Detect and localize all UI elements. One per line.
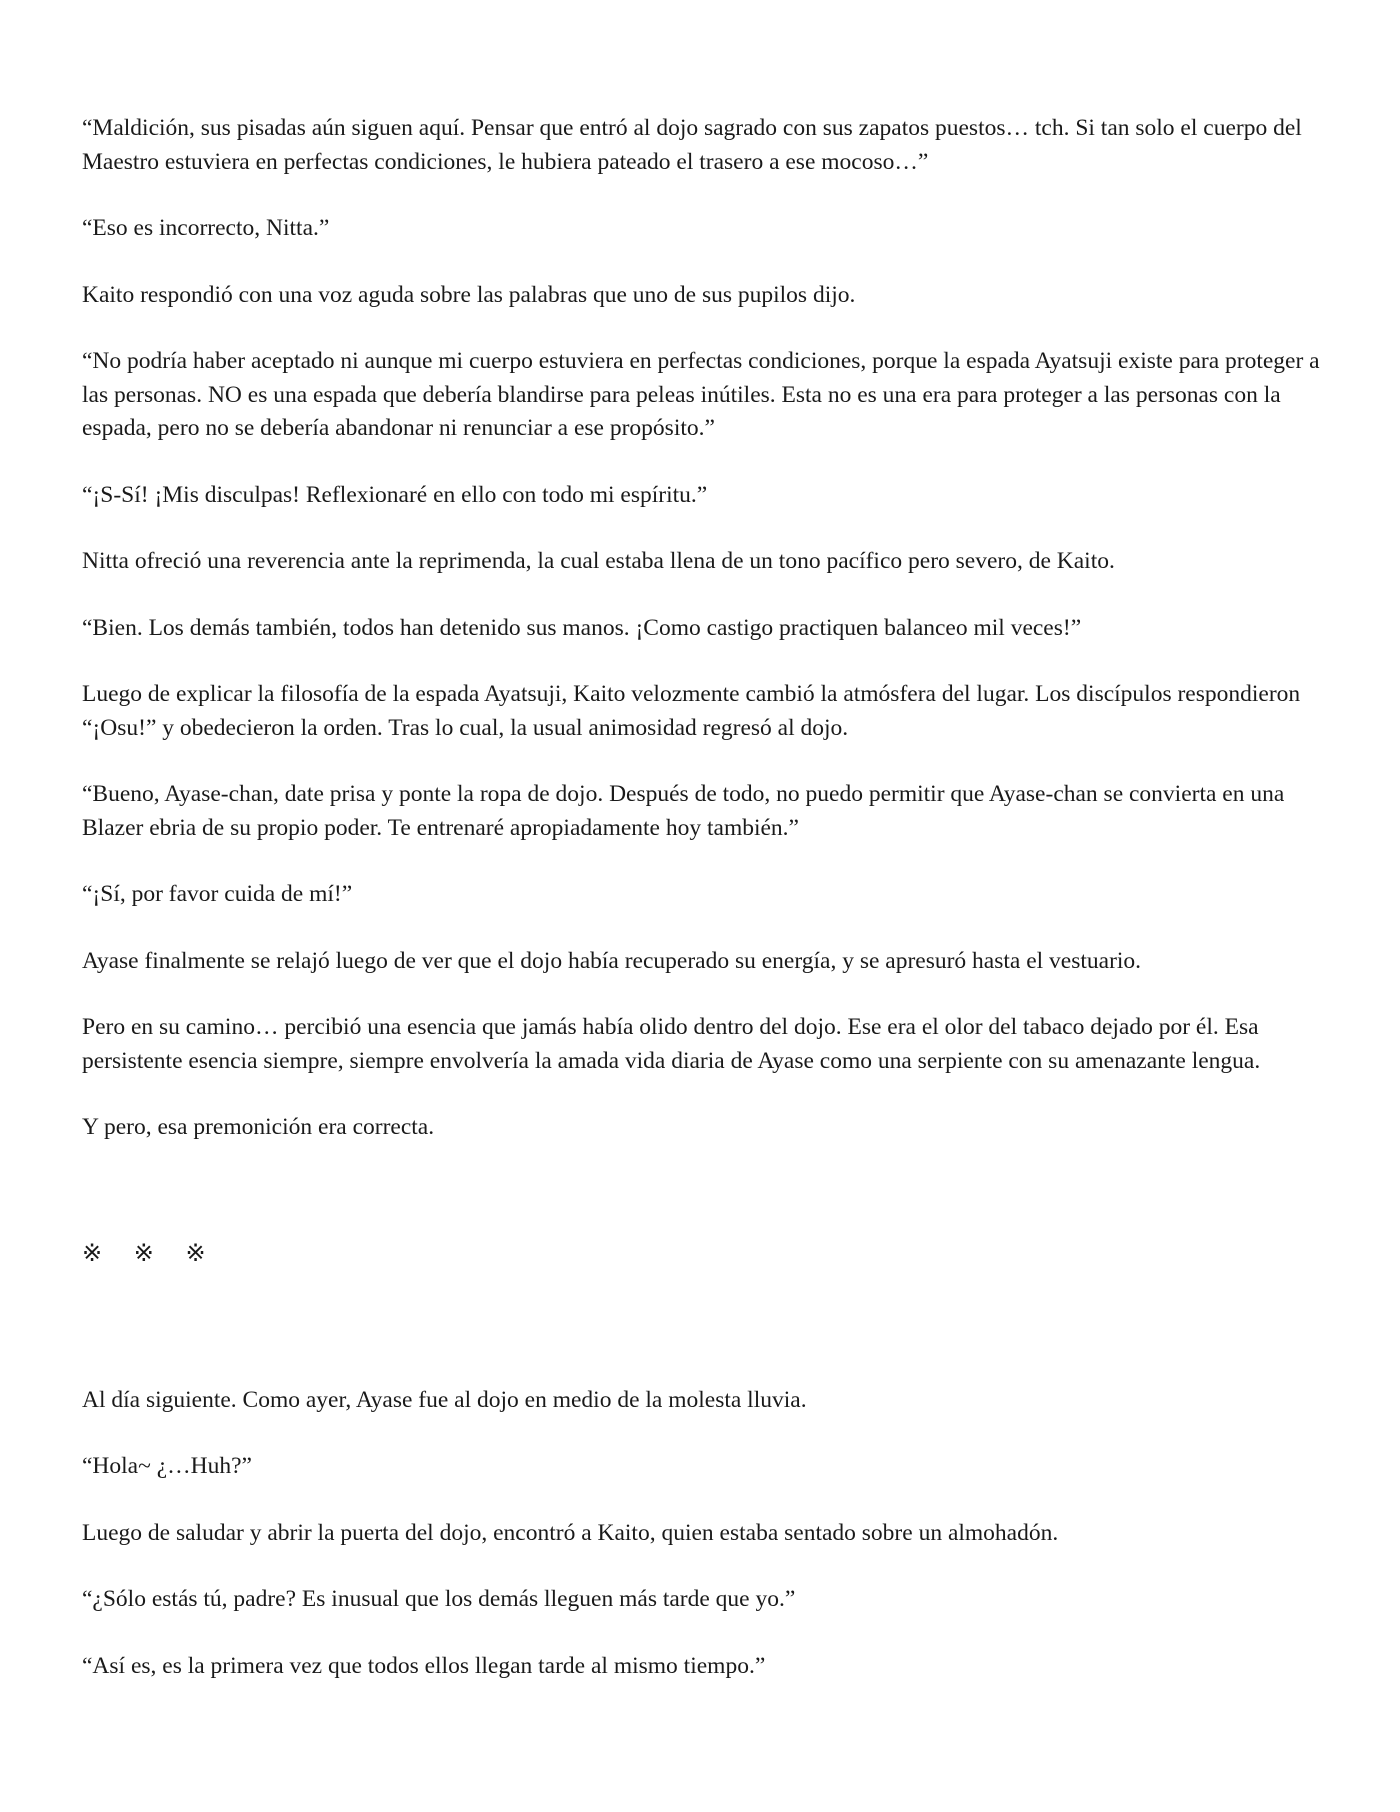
paragraph: “Bueno, Ayase-chan, date prisa y ponte la ropa de dojo. Después de todo, no puedo permitir que Ayase-chan se convierta en una Blazer ebria de su propio poder. Te entrenaré apropiadamente hoy también.” (82, 781, 1285, 841)
paragraph: Ayase finalmente se relajó luego de ver que el dojo había recuperado su energía, y se apresuró hasta el vestuario. (82, 947, 1142, 974)
paragraph: Pero en su camino… percibió una esencia que jamás había olido dentro del dojo. Ese era el olor del tabaco dejado por él. Esa persistente esencia siempre, siempre envolvería la amada vida diaria de Ayase como una serpiente con su amenazante lengua. (82, 1014, 1261, 1074)
paragraph: Luego de saludar y abrir la puerta del dojo, encontró a Kaito, quien estaba sentado sobre un almohadón. (82, 1519, 1059, 1546)
document-page (82, 112, 1337, 1716)
paragraph: Luego de explicar la filosofía de la espada Ayatsuji, Kaito velozmente cambió la atmósfera del lugar. Los discípulos respondieron “¡Osu!” y obedecieron la orden. Tras lo cual, la usual animosidad regresó al dojo. (82, 681, 1301, 741)
separator-mark: ※ (133, 1238, 154, 1267)
paragraph: “No podría haber aceptado ni aunque mi cuerpo estuviera en perfectas condiciones, porque la espada Ayatsuji existe para proteger a las personas. NO es una espada que debería blandirse para peleas inútiles. Esta no es una era para proteger a las personas con la espada, pero no se debería abandonar ni renunciar a ese propósito.” (82, 348, 1320, 441)
text-block-bottom (82, 1384, 1337, 1684)
paragraph: “¡Sí, por favor cuida de mí!” (82, 881, 353, 907)
paragraph: “Hola~ ¿…Huh?” (82, 1453, 252, 1479)
paragraph: Kaito respondió con una voz aguda sobre las palabras que uno de sus pupilos dijo. (82, 281, 856, 308)
separator-mark: ※ (185, 1238, 206, 1267)
scene-break-separator (82, 1237, 1337, 1271)
paragraph: “¡S-Sí! ¡Mis disculpas! Reflexionaré en ello con todo mi espíritu.” (82, 481, 708, 508)
paragraph: “Así es, es la primera vez que todos ellos llegan tarde al mismo tiempo.” (82, 1652, 766, 1679)
paragraph: Y pero, esa premonición era correcta. (82, 1114, 435, 1140)
paragraph: “Maldición, sus pisadas aún siguen aquí. Pensar que entró al dojo sagrado con sus zapatos puestos… tch. Si tan solo el cuerpo del Maestro estuviera en perfectas condiciones, le hubiera pateado el trasero a ese mocoso…” (82, 115, 1302, 175)
paragraph: “Bien. Los demás también, todos han detenido sus manos. ¡Como castigo practiquen balanceo mil veces!” (82, 614, 1082, 641)
paragraph: “¿Sólo estás tú, padre? Es inusual que los demás lleguen más tarde que yo.” (82, 1586, 796, 1612)
paragraph: Al día siguiente. Como ayer, Ayase fue al dojo en medio de la molesta lluvia. (82, 1386, 807, 1413)
separator-mark: ※ (82, 1238, 103, 1267)
text-block-top (82, 112, 1337, 1145)
paragraph: “Eso es incorrecto, Nitta.” (82, 215, 330, 241)
paragraph: Nitta ofreció una reverencia ante la reprimenda, la cual estaba llena de un tono pacífico pero severo, de Kaito. (82, 548, 1115, 574)
